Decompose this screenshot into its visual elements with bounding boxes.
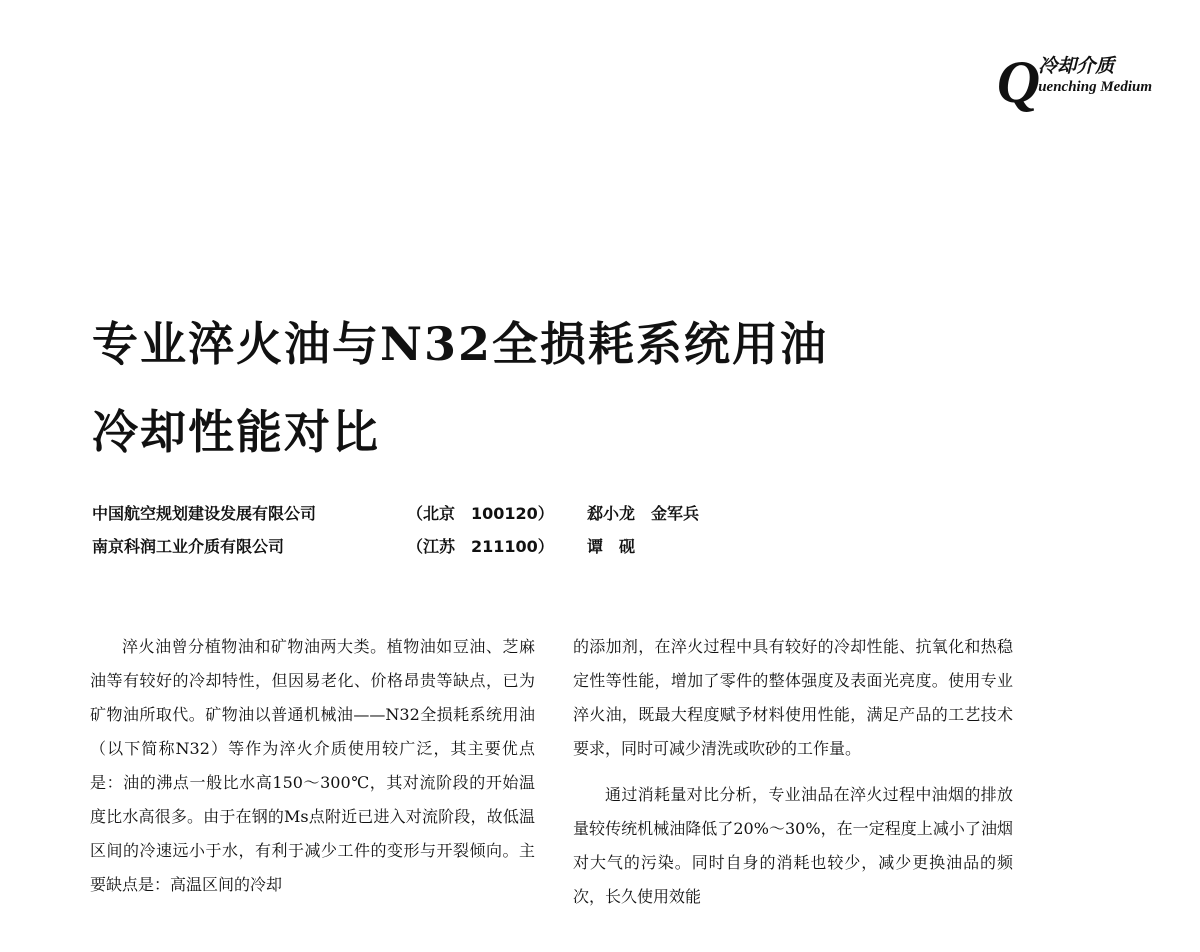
affiliation-authors: 郄小龙 金军兵 (587, 504, 700, 523)
title-line-1: 专业淬火油与N32全损耗系统用油 (92, 317, 829, 371)
article-title (92, 300, 1092, 476)
affiliations (92, 496, 699, 562)
affiliation-authors: 谭 砚 (587, 537, 636, 556)
affiliation-org: 南京科润工业介质有限公司 (92, 537, 285, 556)
body-paragraph: 的添加剂，在淬火过程中具有较好的冷却性能、抗氧化和热稳定性等性能，增加了零件的整体强度及表面光亮度。使用专业淬火油，既最大程度赋予材料使用性能，满足产品的工艺技术要求，同时可减少清洗或吹砂的工作量。 (573, 637, 1013, 758)
body-column-right (573, 630, 1013, 914)
affiliation-location: （北京 100120） (407, 504, 554, 523)
body-column-left (90, 630, 535, 902)
section-header (996, 49, 1152, 115)
title-line-2: 冷却性能对比 (92, 405, 380, 459)
section-text (1038, 52, 1152, 96)
section-title-en: uenching Medium (1038, 79, 1152, 95)
affiliation-org: 中国航空规划建设发展有限公司 (92, 504, 317, 523)
section-title-cn: 冷却介质 (1038, 55, 1115, 77)
body-paragraph: 淬火油曾分植物油和矿物油两大类。植物油如豆油、芝麻油等有较好的冷却特性，但因易老化、价格昂贵等缺点，已为矿物油所取代。矿物油以普通机械油——N32全损耗系统用油（以下简称N32）等作为淬火介质使用较广泛，其主要优点是：油的沸点一般比水高150～300℃，其对流阶段的开始温度比水高很多。由于在钢的Ms点附近已进入对流阶段，故低温区间的冷速远小于水，有利于减少工件的变形与开裂倾向。主要缺点是：高温区间的冷却 (90, 637, 535, 894)
body-paragraph: 通过消耗量对比分析，专业油品在淬火过程中油烟的排放量较传统机械油降低了20%～30%，在一定程度上减小了油烟对大气的污染。同时自身的消耗也较少，减少更换油品的频次，长久使用效能 (573, 785, 1013, 906)
affiliation-row (92, 496, 699, 529)
affiliation-row (92, 529, 699, 562)
affiliation-location: （江苏 211100） (407, 537, 554, 556)
section-letter: Q (996, 49, 1041, 115)
